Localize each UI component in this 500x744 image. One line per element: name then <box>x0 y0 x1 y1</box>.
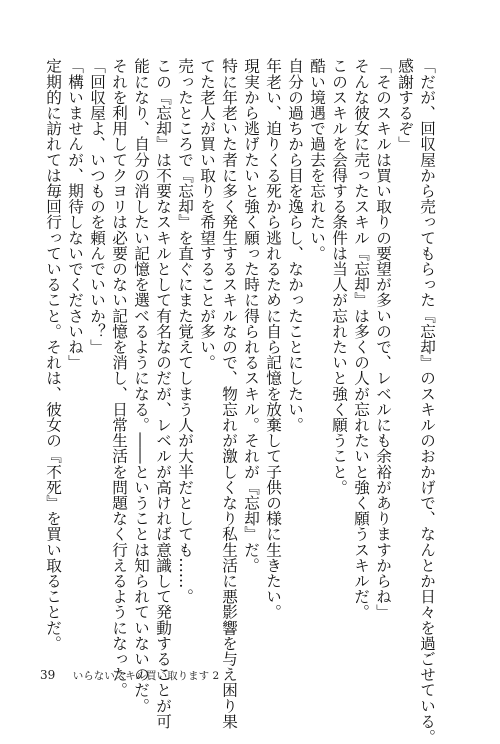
text-line: てた老人が買い取りを希望することが多い。 <box>198 58 216 370</box>
text-line: 能になり、自分の消したい記憶を選べるようになる。――ということは知られていないのだ。 <box>132 58 150 714</box>
page-footer <box>40 668 219 683</box>
text-line: 定期的に訪れては毎回行っていること。それは、彼女の『不死』を買い取ることだ。 <box>44 58 62 651</box>
text-line: それを利用してクヨリは必要のない記憶を消し、日常生活を問題なく行えるようになった。 <box>110 58 128 698</box>
text-line: 現実から逃げたいと強く願った時に得られるスキル。それが『忘却』だ。 <box>242 58 260 573</box>
text-line: 「だが、回収屋から売ってもらった『忘却』のスキルのおかげで、なんとか日々を過ごせている。 <box>418 58 436 744</box>
text-line: 「構いませんが、期待しないでくださいね」 <box>66 58 84 370</box>
page-number: 39 <box>40 668 56 682</box>
text-line: 特に年老いた者に多く発生するスキルなので、物忘れが激しくなり私生活に悪影響を与え困り果 <box>220 58 238 729</box>
text-line: 酷い境遇で過去を忘れたい。 <box>308 58 326 261</box>
text-line: 売ったところで『忘却』を直ぐにまた覚えてしまう人が大半だとしても……。 <box>176 58 194 604</box>
text-line: 感謝するぞ」 <box>396 58 414 152</box>
text-line: 「そのスキルは買い取りの要望が多いので、レベルにも余裕がありますからね」 <box>374 58 392 620</box>
text-line: そんな彼女に売ったスキル『忘却』は多くの人が忘れたいと強く願うスキルだ。 <box>352 58 370 620</box>
text-line: 年老い、迫りくる死から逃れるために自ら記憶を放棄して子供の様に生きたい。 <box>264 58 282 620</box>
text-line: 自分の過ちから目を逸らし、なかったことにしたい。 <box>286 58 304 433</box>
text-line: 「回収屋よ、いつものを頼んでいいか？」 <box>88 58 106 355</box>
text-line: このスキルを会得する条件は当人が忘れたいと強く願うこと。 <box>330 58 348 495</box>
text-line: この『忘却』は不要なスキルとして有名なのだが、レベルが高ければ意識して発動することが可 <box>154 58 172 729</box>
book-title: いらないスキル買い取ります 2 <box>72 670 220 682</box>
